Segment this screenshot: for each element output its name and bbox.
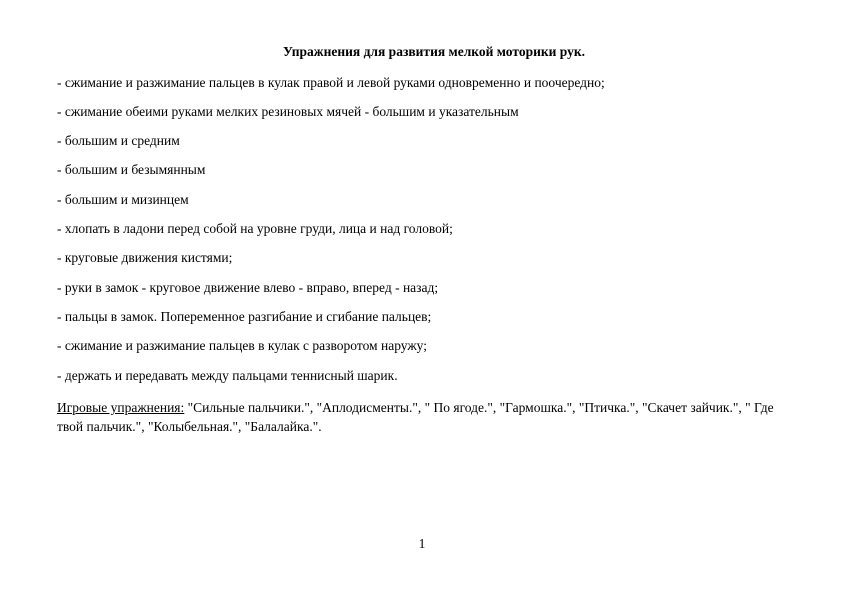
list-item: - большим и мизинцем — [57, 192, 189, 207]
list-item: - сжимание и разжимание пальцев в кулак с разворотом наружу; — [57, 338, 427, 353]
list-item: - сжимание обеими руками мелких резиновых мячей - большим и указательным — [57, 104, 519, 119]
list-item: - сжимание и разжимание пальцев в кулак правой и левой руками одновременно и поочередно; — [57, 75, 605, 90]
document-title: Упражнения для развития мелкой моторики рук. — [282, 44, 586, 59]
games-label: Игровые упражнения: — [57, 400, 185, 415]
list-item: - хлопать в ладони перед собой на уровне груди, лица и над головой; — [57, 221, 453, 236]
games-list: "Сильные пальчики.", "Аплодисменты.", " По ягоде.", "Гармошка.", "Птичка.", "Скачет зайчик.", " Где твой пальчик.", "Колыбельная.", "Балалайка.". — [57, 400, 774, 434]
list-item: - руки в замок - круговое движение влево - вправо, вперед - назад; — [57, 280, 439, 295]
list-item: - пальцы в замок. Попеременное разгибание и сгибание пальцев; — [57, 309, 432, 324]
games-paragraph — [57, 398, 787, 436]
list-item: - держать и передавать между пальцами теннисный шарик. — [57, 368, 398, 383]
list-item: - круговые движения кистями; — [57, 250, 233, 265]
page-number: 1 — [418, 536, 426, 551]
list-item: - большим и средним — [57, 133, 180, 148]
list-item: - большим и безымянным — [57, 162, 206, 177]
